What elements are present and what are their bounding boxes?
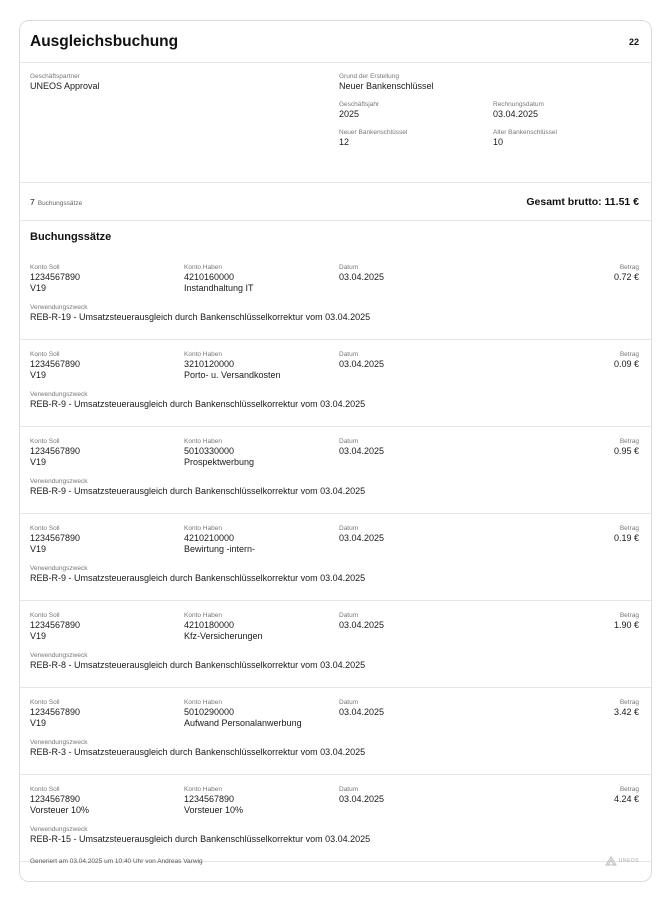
entry-count-number: 7	[30, 196, 35, 207]
debit-label: Konto Soll	[30, 786, 60, 793]
fiscal-year-field	[339, 101, 379, 120]
uneos-logo	[605, 855, 639, 867]
debit-label: Konto Soll	[30, 612, 60, 619]
purpose-block	[30, 565, 365, 584]
debit-account: 1234567890	[30, 272, 81, 282]
debit-tax-key: V19	[30, 283, 47, 293]
purpose-text: REB-R-8 - Umsatzsteuerausgleich durch Bankenschlüsselkorrektur vom 03.04.2025	[30, 660, 366, 670]
partner-field	[30, 73, 100, 92]
amount-column	[614, 786, 639, 805]
credit-label: Konto Haben	[184, 264, 222, 271]
amount-column	[614, 438, 639, 457]
document-number: 22	[628, 36, 639, 47]
purpose-label: Verwendungszweck	[30, 826, 88, 833]
logo-text: UNEOS	[618, 858, 639, 864]
debit-account: 1234567890	[30, 359, 81, 369]
debit-column	[30, 699, 80, 729]
card-header	[20, 21, 651, 63]
debit-tax-key: V19	[30, 457, 47, 467]
debit-column	[30, 351, 80, 381]
amount-value: 1.90 €	[613, 620, 639, 630]
debit-column	[30, 525, 80, 555]
credit-account-name: Aufwand Personalanwerbung	[184, 718, 302, 728]
credit-account: 4210180000	[184, 620, 235, 630]
date-column	[339, 525, 384, 544]
new-key-value: 12	[339, 137, 350, 147]
date-value: 03.04.2025	[339, 707, 385, 717]
credit-account-name: Porto- u. Versandkosten	[184, 370, 281, 380]
reason-label: Grund der Erstellung	[339, 73, 399, 80]
purpose-text: REB-R-19 - Umsatzsteuerausgleich durch Bankenschlüsselkorrektur vom 03.04.2025	[30, 312, 371, 322]
credit-column	[184, 438, 254, 468]
date-label: Datum	[339, 525, 359, 532]
debit-tax-key: V19	[30, 544, 47, 554]
date-column	[339, 699, 384, 718]
old-key-field	[493, 129, 557, 148]
purpose-text: REB-R-9 - Umsatzsteuerausgleich durch Bankenschlüsselkorrektur vom 03.04.2025	[30, 573, 366, 583]
old-key-value: 10	[493, 137, 504, 147]
amount-label: Betrag	[619, 786, 639, 793]
date-column	[339, 612, 384, 631]
date-label: Datum	[339, 438, 359, 445]
new-key-field	[339, 129, 407, 148]
fiscal-year-label: Geschäftsjahr	[339, 101, 380, 108]
purpose-text: REB-R-9 - Umsatzsteuerausgleich durch Bankenschlüsselkorrektur vom 03.04.2025	[30, 486, 366, 496]
credit-label: Konto Haben	[184, 525, 222, 532]
amount-label: Betrag	[619, 264, 639, 271]
booking-entry	[20, 601, 651, 688]
credit-label: Konto Haben	[184, 351, 222, 358]
credit-account-name: Vorsteuer 10%	[184, 805, 244, 815]
date-value: 03.04.2025	[339, 272, 385, 282]
debit-tax-key: V19	[30, 631, 47, 641]
reason-field	[339, 73, 434, 92]
date-value: 03.04.2025	[339, 533, 385, 543]
entry-count	[30, 197, 82, 207]
logo-leaf-icon	[605, 855, 617, 867]
booking-entry	[20, 427, 651, 514]
debit-account: 1234567890	[30, 620, 81, 630]
amount-value: 0.72 €	[613, 272, 639, 282]
date-column	[339, 438, 384, 457]
old-key-label: Alter Bankenschlüssel	[493, 129, 557, 136]
debit-column	[30, 612, 80, 642]
info-section	[20, 63, 651, 183]
purpose-label: Verwendungszweck	[30, 304, 88, 311]
amount-value: 3.42 €	[613, 707, 639, 717]
debit-tax-key: Vorsteuer 10%	[30, 805, 90, 815]
new-key-label: Neuer Bankenschlüssel	[339, 129, 408, 136]
debit-account: 1234567890	[30, 533, 81, 543]
date-value: 03.04.2025	[339, 446, 385, 456]
amount-column	[614, 612, 639, 631]
debit-tax-key: V19	[30, 370, 47, 380]
partner-value: UNEOS Approval	[30, 81, 100, 91]
credit-label: Konto Haben	[184, 786, 222, 793]
invoice-date-label: Rechnungsdatum	[493, 101, 544, 108]
summary-bar	[20, 183, 651, 221]
debit-tax-key: V19	[30, 718, 47, 728]
amount-value: 0.19 €	[613, 533, 639, 543]
amount-label: Betrag	[619, 525, 639, 532]
credit-account: 5010290000	[184, 707, 235, 717]
debit-column	[30, 264, 80, 294]
credit-account-name: Kfz-Versicherungen	[184, 631, 263, 641]
gross-total: Gesamt brutto: 11.51 €	[526, 195, 639, 208]
purpose-label: Verwendungszweck	[30, 478, 88, 485]
date-column	[339, 786, 384, 805]
entries-list	[20, 253, 651, 862]
partner-label: Geschäftspartner	[30, 73, 80, 80]
credit-account-name: Bewirtung -intern-	[184, 544, 256, 554]
amount-column	[614, 525, 639, 544]
date-label: Datum	[339, 264, 359, 271]
purpose-text: REB-R-9 - Umsatzsteuerausgleich durch Bankenschlüsselkorrektur vom 03.04.2025	[30, 399, 366, 409]
debit-column	[30, 786, 89, 816]
invoice-date-field	[493, 101, 544, 120]
date-label: Datum	[339, 699, 359, 706]
purpose-block	[30, 652, 365, 671]
booking-entry	[20, 688, 651, 775]
amount-value: 0.09 €	[613, 359, 639, 369]
amount-label: Betrag	[619, 438, 639, 445]
date-value: 03.04.2025	[339, 620, 385, 630]
amount-column	[614, 351, 639, 370]
debit-account: 1234567890	[30, 707, 81, 717]
purpose-label: Verwendungszweck	[30, 565, 88, 572]
debit-column	[30, 438, 80, 468]
amount-value: 4.24 €	[613, 794, 639, 804]
date-column	[339, 264, 384, 283]
credit-column	[184, 786, 243, 816]
credit-column	[184, 264, 254, 294]
page-title: Ausgleichsbuchung	[30, 32, 179, 50]
credit-account: 4210160000	[184, 272, 235, 282]
amount-value: 0.95 €	[613, 446, 639, 456]
purpose-text: REB-R-3 - Umsatzsteuerausgleich durch Bankenschlüsselkorrektur vom 03.04.2025	[30, 747, 366, 757]
credit-label: Konto Haben	[184, 699, 222, 706]
purpose-block	[30, 478, 365, 497]
credit-column	[184, 612, 263, 642]
date-value: 03.04.2025	[339, 794, 385, 804]
purpose-block	[30, 304, 370, 323]
fiscal-year-value: 2025	[339, 109, 360, 119]
amount-column	[614, 699, 639, 718]
booking-card	[19, 20, 652, 882]
entry-count-label: Buchungssätze	[37, 199, 83, 207]
credit-label: Konto Haben	[184, 438, 222, 445]
credit-account-name: Prospektwerbung	[184, 457, 255, 467]
credit-column	[184, 351, 281, 381]
credit-account: 4210210000	[184, 533, 235, 543]
date-label: Datum	[339, 351, 359, 358]
purpose-label: Verwendungszweck	[30, 391, 88, 398]
reason-value: Neuer Bankenschlüssel	[339, 81, 434, 91]
booking-entry	[20, 514, 651, 601]
date-label: Datum	[339, 786, 359, 793]
debit-account: 1234567890	[30, 794, 81, 804]
credit-account: 1234567890	[184, 794, 235, 804]
footer	[20, 841, 651, 881]
debit-label: Konto Soll	[30, 351, 60, 358]
booking-entry	[20, 340, 651, 427]
debit-label: Konto Soll	[30, 438, 60, 445]
purpose-text: REB-R-15 - Umsatzsteuerausgleich durch Bankenschlüsselkorrektur vom 03.04.2025	[30, 834, 371, 844]
purpose-block	[30, 391, 365, 410]
debit-label: Konto Soll	[30, 525, 60, 532]
credit-label: Konto Haben	[184, 612, 222, 619]
date-value: 03.04.2025	[339, 359, 385, 369]
date-column	[339, 351, 384, 370]
generated-note: Generiert am 03.04.2025 um 10:40 Uhr von Andreas Varwig	[30, 857, 203, 865]
amount-label: Betrag	[619, 351, 639, 358]
purpose-label: Verwendungszweck	[30, 652, 88, 659]
debit-label: Konto Soll	[30, 264, 60, 271]
amount-label: Betrag	[619, 699, 639, 706]
credit-column	[184, 525, 255, 555]
amount-label: Betrag	[619, 612, 639, 619]
purpose-block	[30, 739, 365, 758]
credit-account: 3210120000	[184, 359, 235, 369]
credit-column	[184, 699, 302, 729]
debit-account: 1234567890	[30, 446, 81, 456]
invoice-date-value: 03.04.2025	[493, 109, 539, 119]
entries-heading: Buchungssätze	[30, 231, 112, 243]
purpose-label: Verwendungszweck	[30, 739, 88, 746]
debit-label: Konto Soll	[30, 699, 60, 706]
credit-account-name: Instandhaltung IT	[184, 283, 254, 293]
date-label: Datum	[339, 612, 359, 619]
booking-entry	[20, 253, 651, 340]
credit-account: 5010330000	[184, 446, 235, 456]
amount-column	[614, 264, 639, 283]
